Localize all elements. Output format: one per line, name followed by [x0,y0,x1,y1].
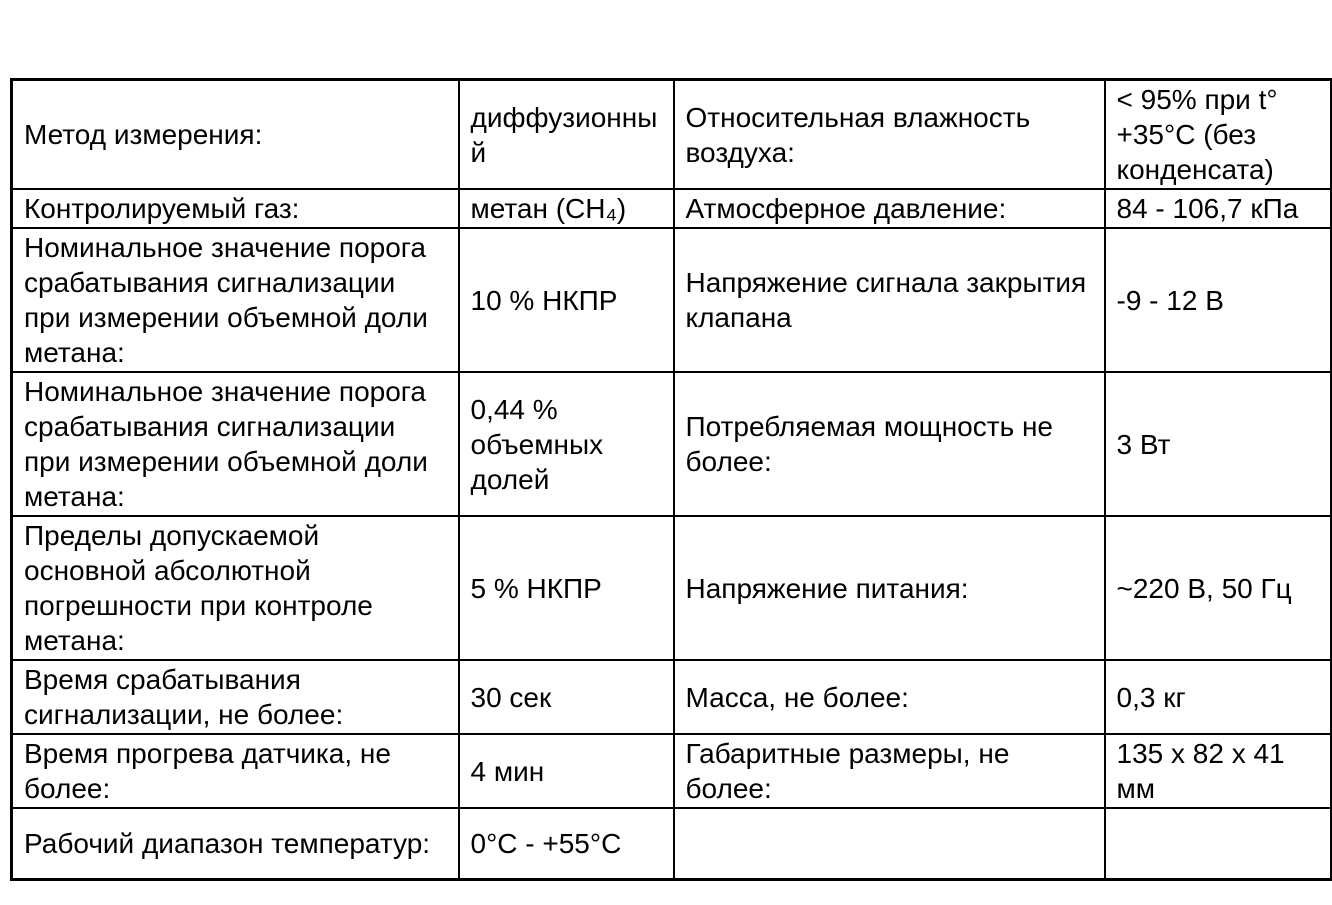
table-row [12,734,1332,808]
cell-value-left: метан (CH₄) [459,189,674,228]
table-row [12,808,1332,879]
cell-param-right: Масса, не более: [674,660,1105,734]
cell-value-right: 3 Вт [1105,372,1332,516]
cell-param-left: Метод измерения: [12,80,459,190]
table-row [12,516,1332,660]
table-row [12,660,1332,734]
table-row [12,228,1332,372]
cell-param-right: Напряжение питания: [674,516,1105,660]
cell-value-right: 84 - 106,7 кПа [1105,189,1332,228]
cell-value-left: 4 мин [459,734,674,808]
cell-value-left: 0°C - +55°C [459,808,674,879]
cell-value-right: ~220 В, 50 Гц [1105,516,1332,660]
table-row [12,189,1332,228]
cell-param-left: Номинальное значение порога срабатывания сигнализации при измерении объемной доли метана: [12,228,459,372]
cell-param-left: Пределы допускаемой основной абсолютной погрешности при контроле метана: [12,516,459,660]
cell-value-left: 0,44 % объемных долей [459,372,674,516]
cell-param-right: Напряжение сигнала закрытия клапана [674,228,1105,372]
cell-param-right: Атмосферное давление: [674,189,1105,228]
cell-value-left: 10 % НКПР [459,228,674,372]
cell-param-left: Контролируемый газ: [12,189,459,228]
cell-param-left: Время срабатывания сигнализации, не более: [12,660,459,734]
table-row [12,372,1332,516]
cell-param-right: Габаритные размеры, не более: [674,734,1105,808]
cell-value-left: 30 сек [459,660,674,734]
cell-value-right: 0,3 кг [1105,660,1332,734]
table-row [12,80,1332,190]
cell-value-right: < 95% при t° +35°C (без конденсата) [1105,80,1332,190]
specifications-table [10,78,1332,881]
cell-param-right [674,808,1105,879]
cell-value-left: 5 % НКПР [459,516,674,660]
cell-value-left: диффузионный [459,80,674,190]
cell-param-left: Время прогрева датчика, не более: [12,734,459,808]
cell-param-right: Потребляемая мощность не более: [674,372,1105,516]
cell-param-left: Номинальное значение порога срабатывания сигнализации при измерении объемной доли метана: [12,372,459,516]
cell-value-right: -9 - 12 В [1105,228,1332,372]
cell-value-right [1105,808,1332,879]
cell-param-right: Относительная влажность воздуха: [674,80,1105,190]
cell-value-right: 135 x 82 x 41 мм [1105,734,1332,808]
cell-param-left: Рабочий диапазон температур: [12,808,459,879]
